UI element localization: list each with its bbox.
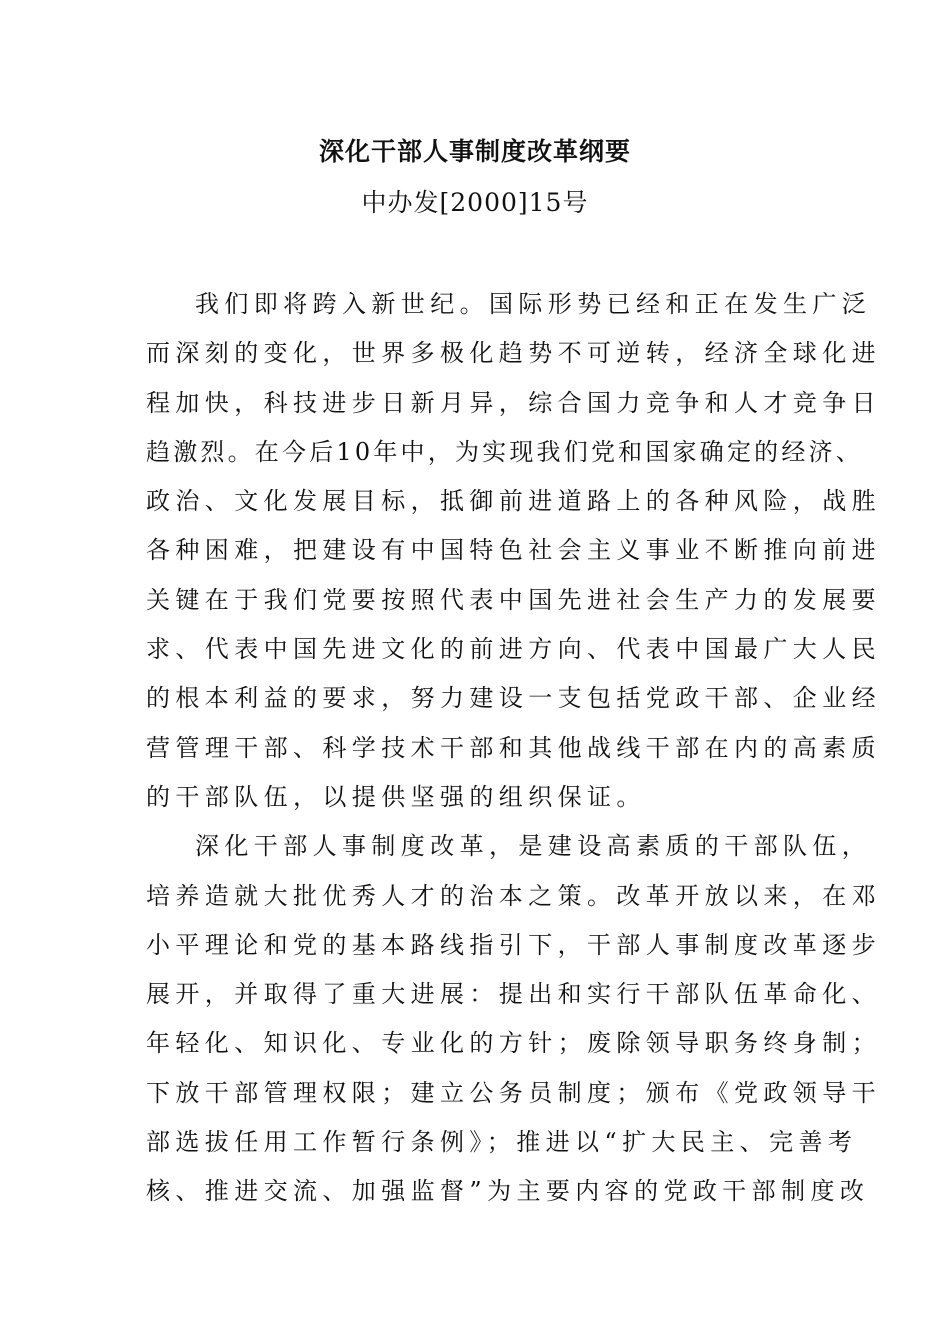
paragraph-line: 展开，并取得了重大进展：提出和实行干部队伍革命化、	[146, 980, 881, 1009]
paragraph-line: 年轻化、知识化、专业化的方针；废除领导职务终身制；	[146, 1029, 881, 1058]
body-text	[146, 280, 881, 1217]
paragraph-line: 的根本利益的要求，努力建设一支包括党政干部、企业经	[146, 684, 881, 713]
paragraph-line: 我们即将跨入新世纪。国际形势已经和正在发生广泛	[195, 290, 872, 318]
paragraph-line: 而深刻的变化，世界多极化趋势不可逆转，经济全球化进	[146, 339, 881, 368]
paragraph-line: 趋激烈。在今后10年中，为实现我们党和国家确定的经济、	[146, 437, 863, 466]
paragraph-line: 关键在于我们党要按照代表中国先进社会生产力的发展要	[146, 585, 881, 614]
paragraph-line: 的干部队伍，以提供坚强的组织保证。	[146, 782, 646, 811]
document-title: 深化干部人事制度改革纲要	[318, 137, 631, 166]
paragraph-line: 程加快，科技进步日新月异，综合国力竞争和人才竞争日	[146, 388, 881, 417]
paragraph-line: 求、代表中国先进文化的前进方向、代表中国最广大人民	[146, 635, 881, 664]
paragraph-line: 部选拔任用工作暂行条例》；推进以“扩大民主、完善考	[146, 1128, 858, 1157]
paragraph-line: 核、推进交流、加强监督”为主要内容的党政干部制度改	[146, 1177, 870, 1206]
paragraph-line: 深化干部人事制度改革，是建设高素质的干部队伍，	[195, 832, 872, 861]
paragraph-line: 各种困难，把建设有中国特色社会主义事业不断推向前进	[146, 536, 881, 565]
paragraph-line: 营管理干部、科学技术干部和其他战线干部在内的高素质	[146, 733, 881, 762]
paragraph-line: 政治、文化发展目标，抵御前进道路上的各种风险，战胜	[146, 487, 881, 516]
paragraph-line: 小平理论和党的基本路线指引下，干部人事制度改革逐步	[146, 930, 881, 959]
document-number: 中办发[2000]15号	[361, 188, 589, 217]
paragraph-line: 培养造就大批优秀人才的治本之策。改革开放以来，在邓	[146, 881, 881, 910]
paragraph-line: 下放干部管理权限；建立公务员制度；颁布《党政领导干	[146, 1078, 881, 1107]
